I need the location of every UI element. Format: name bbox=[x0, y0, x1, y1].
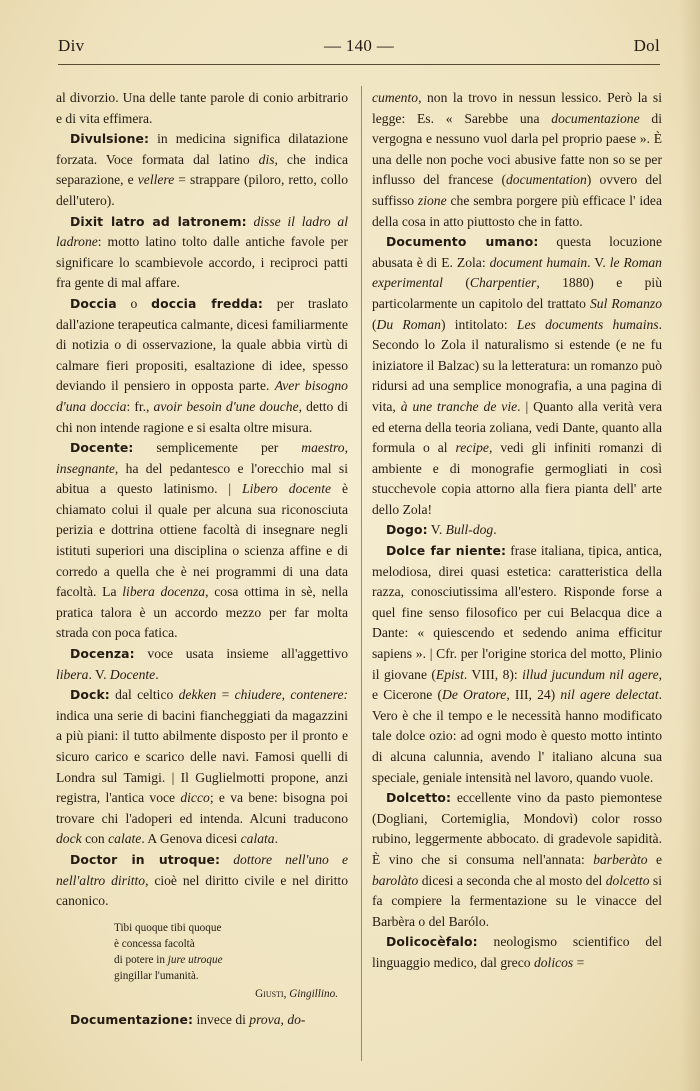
entry-docenza: Docenza: voce usata insieme all'aggettivo libera. V. Docente. bbox=[56, 646, 348, 682]
page-number: — 140 — bbox=[323, 36, 395, 55]
right-column bbox=[372, 88, 662, 974]
quoted-verse bbox=[114, 920, 348, 1002]
verse-line: di potere in jure utroque bbox=[114, 953, 223, 966]
headword: Docenza: bbox=[70, 646, 135, 662]
entry-dolicocefalo: Dolicocèfalo: neologismo scientifico del linguaggio medico, dal greco dolicos = bbox=[372, 934, 662, 970]
header-left-guide-word: Div bbox=[58, 36, 85, 55]
header-rule bbox=[58, 64, 660, 65]
page-edge-shadow bbox=[680, 0, 700, 1091]
headword: doccia fredda: bbox=[151, 295, 263, 311]
verse-line: gingillar l'umanità. bbox=[114, 969, 199, 982]
verse-line: Tibi quoque tibi quoque bbox=[114, 921, 222, 934]
entry-docente: Docente: semplicemente per maestro, insegnante, ha del pedantesco e l'orecchio mal si abitua a questo latinismo. | Libero docente è chiamato colui il quale per alcuna sua riconosciuta perizia e dottrina ottiene facoltà di insegnare negli istituti superiori una disciplina o scienza affine e di corredo a quella che è nei programmi di una data facoltà. La libera docenza, cosa ottima in sè, nella pratica talora è un accordo mezzo per far molta strada con poca fatica. bbox=[56, 440, 349, 641]
entry-documento-umano: Documento umano: questa locuzione abusata è di E. Zola: document humain. V. le Roman experimental (Charpentier, 1880) e più particolarmente un capitolo del trattato Sul Romanzo (Du Roman) intitolato: Les documents humains. Secondo lo Zola il naturalismo si estende (e ne fu iniziatore il Balzac) su la letteratura: un romanzo può ridursi ad una semplice monografia, a una pagina di vita, à une tranche de vie. | Quanto alla verità vera ed eterna della teoria zoliana, vedi Dante, quanto alla formula o al recipe, vedi gli infiniti romanzi di ambiente e di monografie germogliati in così stucchevole copia attorno alla fiera pianta dell' arte dello Zola! bbox=[372, 234, 662, 517]
entry-doctor-in-utroque: Doctor in utroque: dottore nell'uno e nell'altro diritto, cioè nel diritto civile e nel diritto canonico. bbox=[56, 851, 348, 909]
headword: Dolicocèfalo: bbox=[386, 934, 478, 950]
headword: Dixit latro ad latronem: bbox=[70, 213, 247, 229]
verse-attribution: Giusti, Gingillino. bbox=[255, 987, 338, 1000]
entry-dogo: Dogo: V. Bull-dog. bbox=[386, 522, 497, 538]
running-header bbox=[58, 36, 660, 60]
headword: Doccia bbox=[70, 295, 117, 311]
headword: Divulsione: bbox=[70, 131, 150, 147]
entry-dixit-latro: Dixit latro ad latronem: disse il ladro al ladrone: motto latino tolto dalle antiche favole per significare lo scambievole accordo, i reciproci patti fra gente di mal affare. bbox=[56, 213, 348, 291]
headword: Dolce far niente: bbox=[386, 543, 507, 559]
headword: Dock: bbox=[70, 687, 110, 703]
entry-divulsione: Divulsione: in medicina significa dilatazione forzata. Voce formata dal latino dis, che indica separazione, e vellere = strappare (piloro, retto, collo dell'utero). bbox=[56, 131, 348, 208]
entry-dolce-far-niente: Dolce far niente: frase italiana, tipica, antica, melodiosa, direi quasi estetica: caratteristica della razza, conosciutissima all'estero. Risponde forse a quel fine senso filosofico per cui Belacqua dice a Dante: « quiescendo et sedendo anima efficitur sapiens ». | Cfr. per l'origine storica del motto, Plinio il giovane (Epist. VIII, 8): illud jucundum nil agere, e Cicerone (De Oratore, III, 24) nil agere delectat. Vero è che il tempo e le necessità hanno modificato tale dolce ozio: ad ogni modo è questo motto intinto di alcuna calunnia, avendo l' italiano alcuna sua speciale, geniale intensità nel lavoro, quando vuole. bbox=[372, 543, 663, 785]
entry-continuation: cumento, non la trovo in nessun lessico. Però la si legge: Es. « Sarebbe una documentazione di vergogna e nessuno vuol darla pel proprio paese ». È una delle non poche voci abusive fatte non so se per influsso del francese (documentation) ovvero del suffisso zione che sembra porgere più efficace l' idea della cosa in atto piuttosto che in fatto. bbox=[372, 90, 663, 229]
entry-documentazione: Documentazione: invece di prova, do- bbox=[70, 1011, 306, 1027]
column-divider bbox=[361, 86, 362, 1061]
headword: Doctor in utroque: bbox=[70, 851, 221, 867]
headword: Documento umano: bbox=[386, 234, 539, 250]
entry-continuation: al divorzio. Una delle tante parole di conio arbitrario e di vita effimera. bbox=[56, 90, 348, 126]
left-column bbox=[56, 88, 348, 1030]
headword: Dolcetto: bbox=[386, 790, 452, 806]
headword: Docente: bbox=[70, 440, 134, 456]
headword: Documentazione: bbox=[70, 1011, 194, 1027]
header-right-guide-word: Dol bbox=[633, 36, 660, 55]
entry-dolcetto: Dolcetto: eccellente vino da pasto piemontese (Dogliani, Cortemiglia, Mondovì) color rosso rubino, leggermente abbocato. di gradevole sapidità. È vino che si consuma nell'annata: barberàto e barolàto dicesi a seconda che al mosto del dolcetto si fa compiere la fermentazione su le vinacce del Barbèra o del Barólo. bbox=[372, 790, 663, 929]
entry-dock: Dock: dal celtico dekken = chiudere, contenere: indica una serie di bacini fiancheggiati da magazzini a più piani: il tutto abilmente disposto per il pronto e sicuro carico e scarico delle navi. Famosi quelli di Londra sul Tamigi. | Il Guglielmotti propone, anzi registra, l'antica voce dicco; e va bene: bisogna poi trovare chi l'adoperi ed intenda. Alcuni traducono dock con calate. A Genova dicesi calata. bbox=[56, 687, 348, 847]
headword: Dogo: bbox=[386, 522, 428, 538]
entry-doccia: Doccia o doccia fredda: per traslato dall'azione terapeutica calmante, dicesi familiarmente di notizia o di osservazione, la quale abbia virtù di calmare fieri propositi, esaltazione di idee, spesso deviando il pensiero in opposta parte. Aver bisogno d'una doccia: fr., avoir besoin d'une douche, detto di chi non intende ragione e si esalta oltre misura. bbox=[56, 295, 349, 435]
verse-line: è concessa facoltà bbox=[114, 937, 195, 950]
